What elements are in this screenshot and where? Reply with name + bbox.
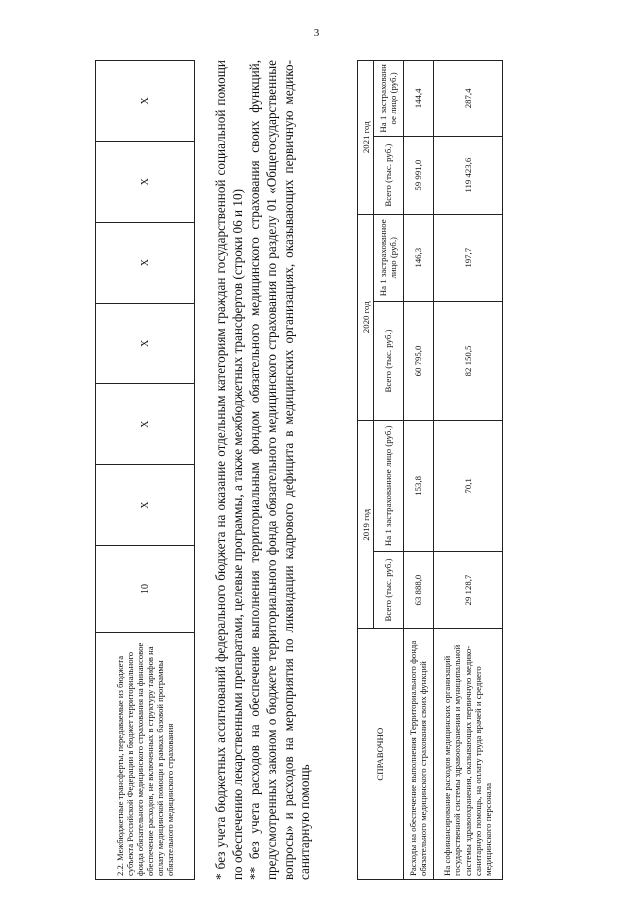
column-header: На 1 застрахованное лицо (руб.) [374, 421, 403, 552]
footnote-1: * без учета бюджетных ассигнований федерального бюджета на оказание отдельным категориям граждан государственной социальной помощи по обеспечению лекарственными препаратами, целевые программы, а также межбюджетных трансфертов (строки 06 и 10) [213, 60, 245, 880]
rotated-content [95, 60, 535, 880]
table-cell: 119 423,6 [433, 136, 502, 214]
page-number: 3 [313, 27, 320, 39]
row-label: Расходы на обеспечение выполнения Территориального фонда обязательного медицинского страхования своих функций [403, 629, 433, 880]
table-cell: 60 795,0 [403, 302, 433, 421]
table-row [96, 61, 195, 880]
column-header: Всего (тыс. руб.) [374, 136, 403, 214]
table-cell: 59 991,0 [403, 136, 433, 214]
table-cell: 197,7 [433, 214, 502, 301]
table-cell: X [96, 141, 195, 222]
year-header: 2020 год [358, 214, 374, 421]
reference-title: СПРАВОЧНО [358, 629, 404, 880]
table-cell: 82 150,5 [433, 302, 502, 421]
column-header: Всего (тыс. руб.) [374, 302, 403, 421]
column-header: На 1 застрахованное лицо (руб.) [374, 214, 403, 301]
table-header-row [358, 61, 374, 880]
table-cell: X [96, 222, 195, 303]
row-label: 2.2. Межбюджетные трансферты, передаваемые из бюджета субъекта Российской Федерации в бюджет территориального фонда обязательного медицинского страхования на финансовое обеспечение расходов, не включенных в структуру тарифов на оплату медицинской помощи в рамках базовой программы обязательного медицинского страхования [96, 633, 195, 880]
reference-table [357, 60, 503, 880]
table-cell: X [96, 384, 195, 465]
table-cell: 153,8 [403, 421, 433, 552]
table-cell: X [96, 303, 195, 384]
table-row [433, 61, 502, 880]
table-cell: X [96, 465, 195, 546]
table-cell: 287,4 [433, 61, 502, 137]
table-row [403, 61, 433, 880]
column-header: Всего (тыс. руб.) [374, 551, 403, 629]
table-cell: 29 128,7 [433, 551, 502, 629]
table-cell: 144,4 [403, 61, 433, 137]
year-header: 2021 год [358, 61, 374, 215]
footnote-2: ** без учета расходов на обеспечение выполнения территориальным фондом обязательного медицинского страхования своих функций, предусмотренных законом о бюджете территориального фонда обязательного медицинского страхования по разделу 01 «Общегосударственные вопросы» и расходов на мероприятия по ликвидации кадрового дефицита в медицинских организациях, оказывающих первичную медико-санитарную помощь [246, 60, 313, 880]
column-header: На 1 застрахованн ое лицо (руб.) [374, 61, 403, 137]
table-cell: 63 888,0 [403, 551, 433, 629]
budget-table-fragment [95, 60, 195, 880]
table-cell: 70,1 [433, 421, 502, 552]
year-header: 2019 год [358, 421, 374, 629]
table-cell: X [96, 61, 195, 142]
row-label: На софинансирование расходов медицинских организаций государственной системы здравоохранения и муниципальной системы здравоохранения, оказывающих первичную медико-санитарную помощь, на оплату труда врачей и среднего медицинского персонала [433, 629, 502, 880]
table-cell: 146,3 [403, 214, 433, 301]
row-code-cell: 10 [96, 546, 195, 633]
footnotes [213, 60, 314, 880]
